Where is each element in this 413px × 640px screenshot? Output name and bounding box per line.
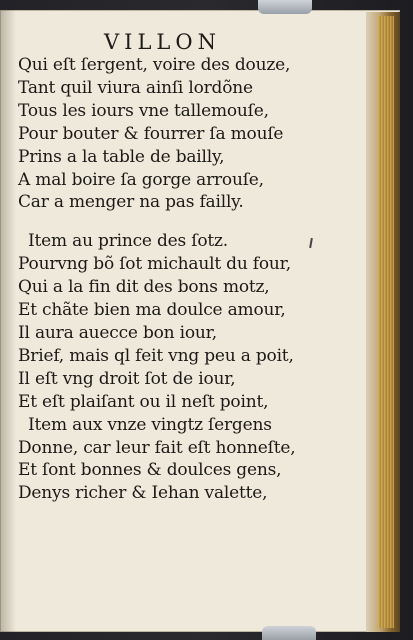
poem-line: Et eſt plaiſant ou il neſt point, <box>18 391 269 412</box>
poem-line: Et chãte bien ma doulce amour, <box>18 300 286 321</box>
poem-line: Il aura auecce bon iour, <box>18 322 217 343</box>
poem-line: Car a menger na pas failly. <box>18 192 244 213</box>
poem-line: Donne, car leur fait eſt honneſte, <box>18 437 296 458</box>
poem-line: Qui a la fin dit des bons motz, <box>18 277 270 298</box>
poem-line: Prins a la table de bailly, <box>18 146 225 167</box>
poem-line: A mal boire ſa gorge arrouſe, <box>18 169 264 190</box>
poem-line: Brief, mais ql feit vng peu a poit, <box>18 345 294 366</box>
page-clip-bottom <box>262 626 316 640</box>
poem-line: Pour bouter & fourrer ſa mouſe <box>18 123 284 144</box>
gutter-shadow <box>0 10 16 632</box>
poem-line: Item aux vnze vingtz ſergens <box>28 414 272 435</box>
stanza-gap <box>18 214 358 230</box>
poem-line: Tant quil viura ainſi lordõne <box>18 77 253 98</box>
poem-line: Item au prince des ſotz. <box>28 231 228 252</box>
page-header: VILLON <box>104 30 221 54</box>
poem-line: Pourvng bõ ſot michault du four, <box>18 254 291 275</box>
poem-line: Denys richer & Iehan valette, <box>18 483 268 504</box>
poem-line: Tous les iours vne tallemouſe, <box>18 100 269 121</box>
poem-line: Qui eſt ſergent, voire des douze, <box>18 55 291 75</box>
poem-text <box>18 54 358 505</box>
page-clip-top <box>258 0 312 14</box>
poem-line: Et ſont bonnes & doulces gens, <box>18 460 282 481</box>
poem-line: Il eſt vng droit ſot de iour, <box>18 368 236 389</box>
gilt-edge <box>378 16 394 628</box>
